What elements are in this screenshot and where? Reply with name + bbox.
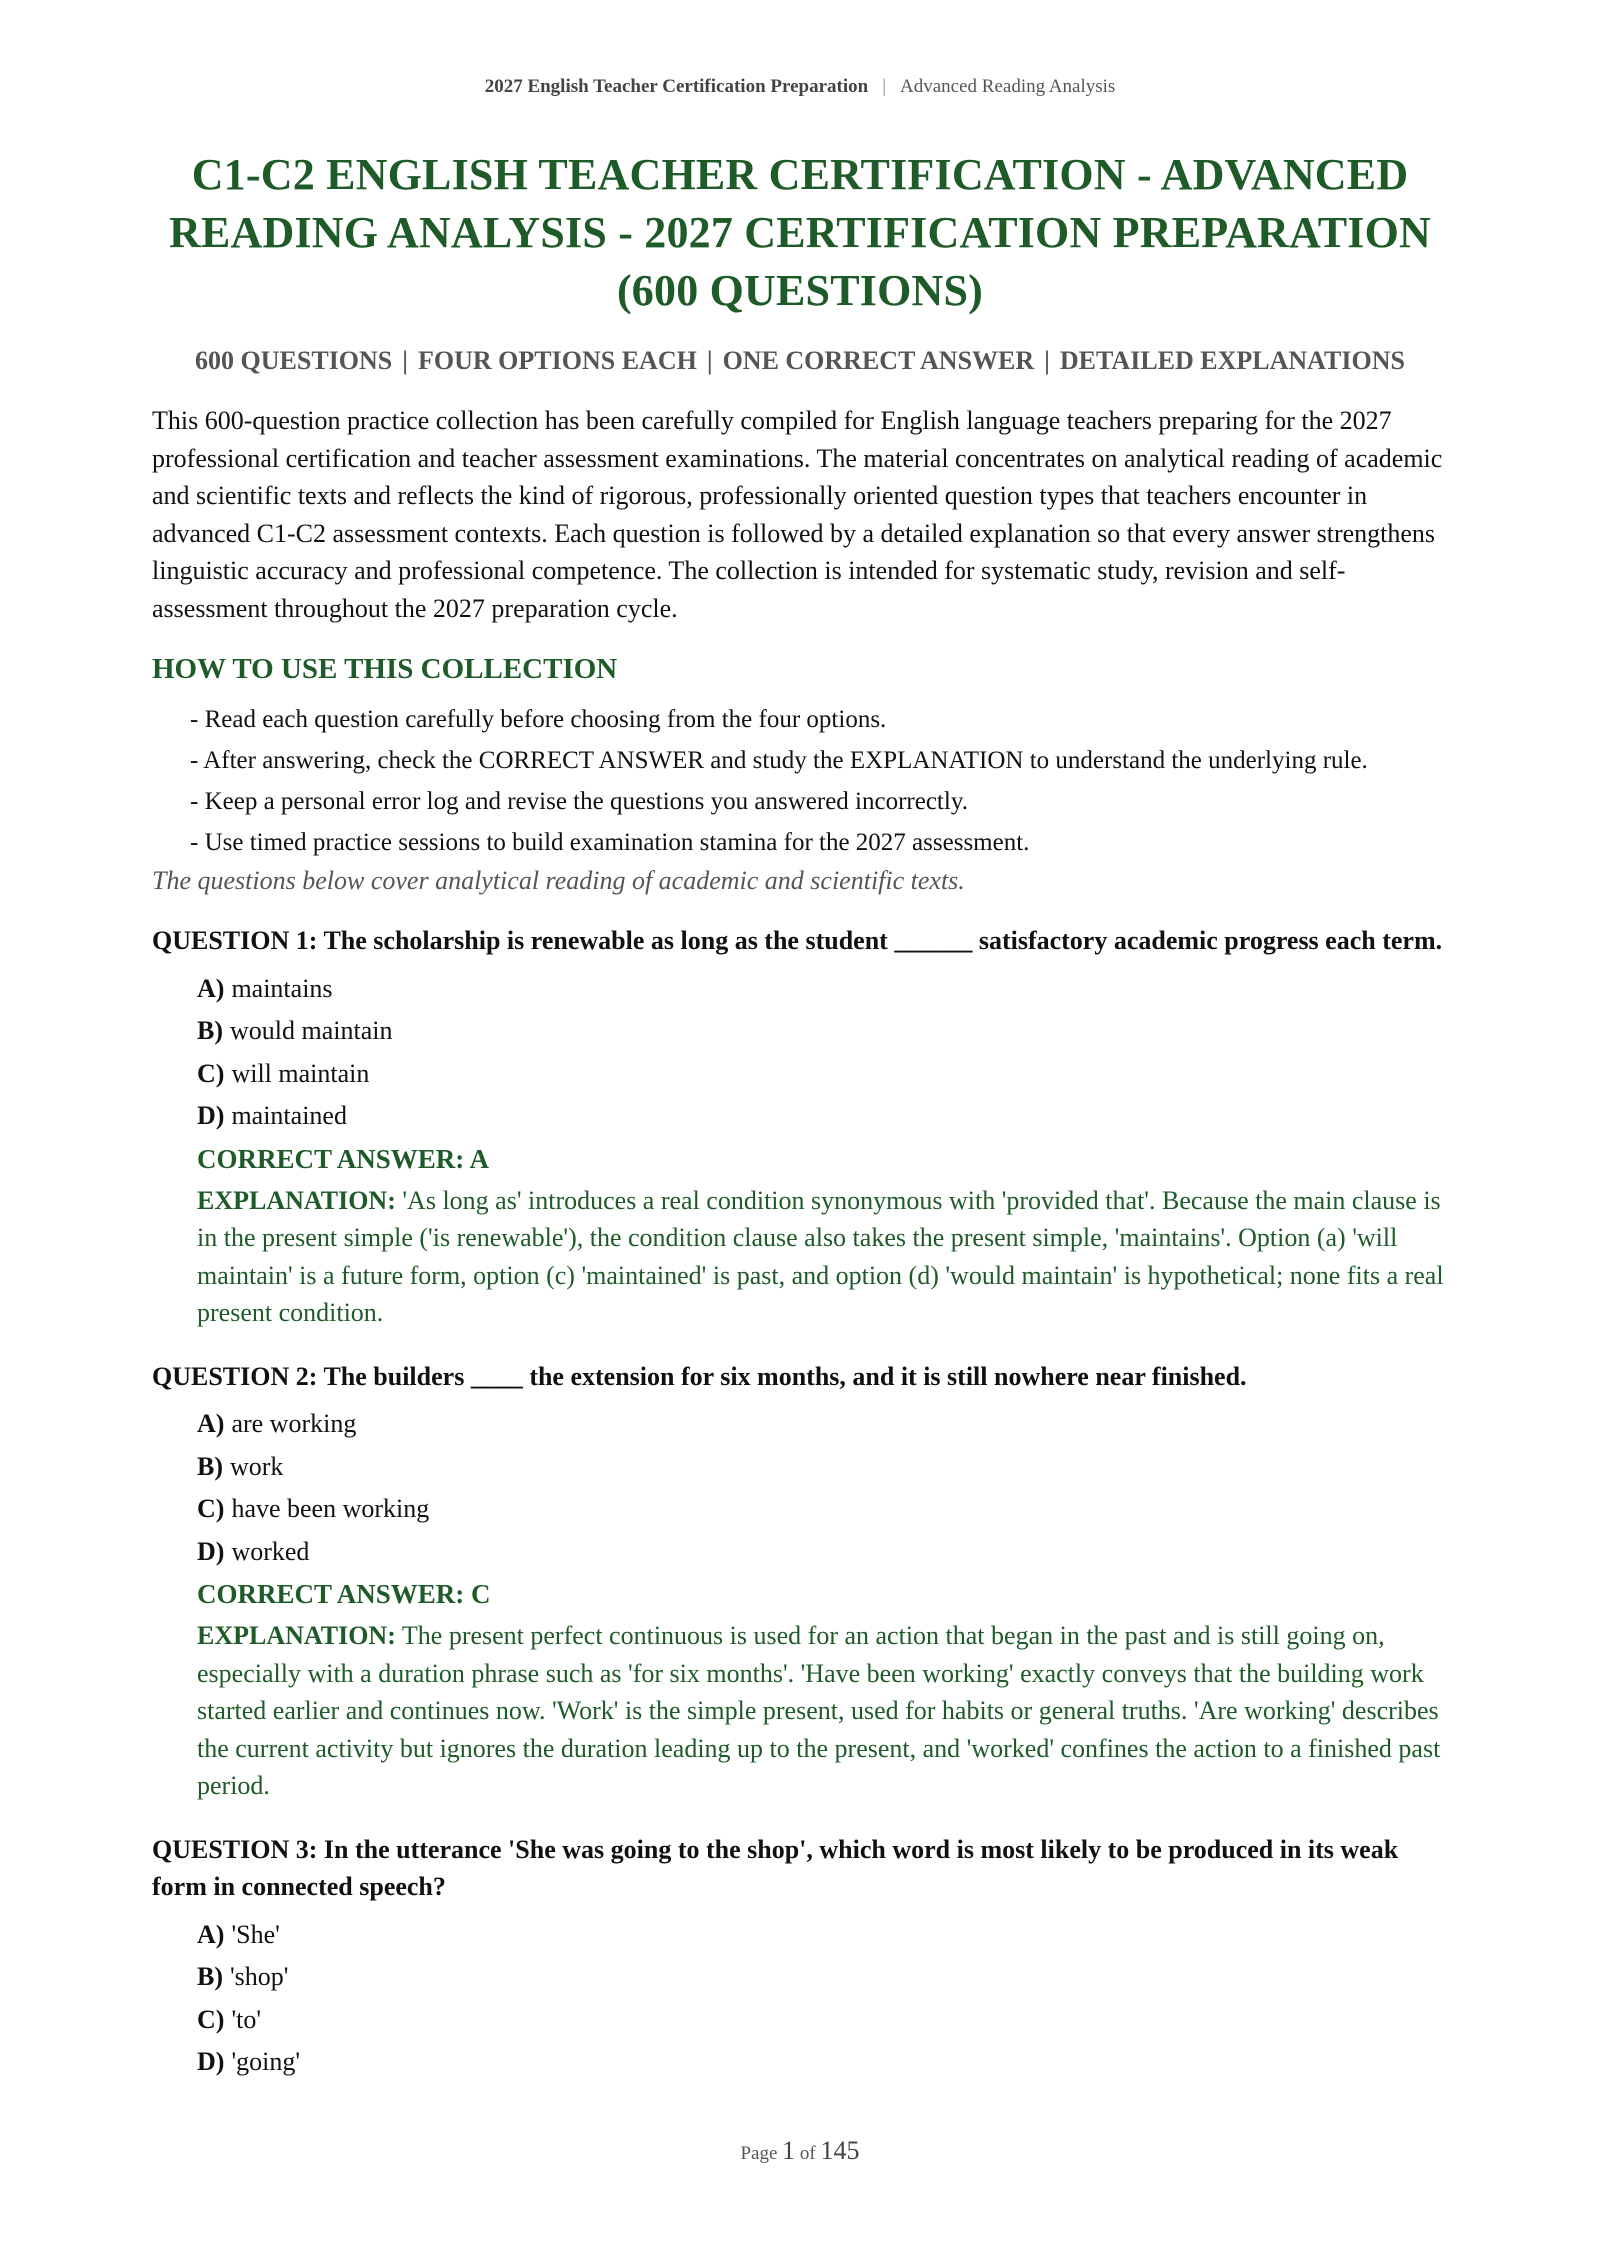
document-title bbox=[152, 146, 1448, 320]
question-stem: QUESTION 3: In the utterance 'She was going to the shop', which word is most likely to be produced in its weak form in connected speech? bbox=[152, 1834, 1399, 1901]
answer-options bbox=[197, 1914, 1448, 2084]
correct-answer: CORRECT ANSWER: C bbox=[197, 1579, 491, 1609]
option-letter: A) bbox=[197, 1919, 225, 1949]
option-d bbox=[197, 1531, 1448, 1574]
running-header bbox=[152, 0, 1448, 106]
option-b bbox=[197, 1956, 1448, 1999]
option-text: 'going' bbox=[231, 2047, 301, 2076]
how-to-list bbox=[190, 702, 1448, 861]
explanation-text: The present perfect continuous is used for an action that began in the past and is still going on, especially with a duration phrase such as 'for six months'. 'Have been working' exactly conveys that the building work started earlier and continues now. 'Work' is the simple present, used for habits or general truths. 'Are working' describes the current activity but ignores the duration leading up to the present, and 'worked' confines the action to a finished past period. bbox=[197, 1621, 1441, 1800]
option-letter: B) bbox=[197, 1016, 223, 1045]
question-stem: QUESTION 2: The builders ____ the extension for six months, and it is still nowhere near finished. bbox=[152, 1361, 1247, 1391]
option-b bbox=[197, 1446, 1448, 1489]
option-d bbox=[197, 2041, 1448, 2084]
question-3 bbox=[152, 1831, 1448, 2084]
option-letter: B) bbox=[197, 1451, 223, 1481]
subtitle-item: ONE CORRECT ANSWER bbox=[722, 346, 1035, 375]
answer-options bbox=[197, 968, 1448, 1138]
how-to-item: - Read each question carefully before choosing from the four options. bbox=[190, 706, 887, 733]
option-text: will maintain bbox=[231, 1058, 370, 1088]
option-letter: C) bbox=[197, 1494, 225, 1523]
option-text: have been working bbox=[231, 1494, 430, 1523]
title-line-1: C1-C2 ENGLISH TEACHER CERTIFICATION - ADVANCED bbox=[191, 150, 1409, 199]
subtitle-separator: | bbox=[1044, 346, 1050, 375]
option-letter: C) bbox=[197, 1058, 225, 1088]
intro-paragraph: This 600-question practice collection has been carefully compiled for English language teachers preparing for the 2027 professional certification and teacher assessment examinations. The material concentrates on analytical reading of academic and scientific texts and reflects the kind of rigorous, professionally oriented question types that teachers encounter in advanced C1-C2 assessment contexts. Each question is followed by a detailed explanation so that every answer strengthens linguistic accuracy and professional competence. The collection is intended for systematic study, revision and self-assessment throughout the 2027 preparation cycle. bbox=[152, 406, 1443, 623]
how-to-heading: HOW TO USE THIS COLLECTION bbox=[152, 653, 618, 685]
explanation-text: 'As long as' introduces a real condition synonymous with 'provided that'. Because the main clause is in the present simple ('is renewable'), the condition clause also takes the present simple, 'maintains'. Option (a) 'will maintain' is a future form, option (c) 'maintained' is past, and option (d) 'would maintain' is hypothetical; none fits a real present condition. bbox=[197, 1185, 1444, 1327]
option-a bbox=[197, 1403, 1448, 1446]
option-letter: D) bbox=[197, 2047, 225, 2076]
option-c bbox=[197, 1053, 1448, 1096]
of-word: of bbox=[799, 2143, 816, 2164]
explanation-label: EXPLANATION: bbox=[197, 1185, 396, 1215]
subtitle bbox=[152, 346, 1448, 376]
explanation bbox=[197, 1182, 1448, 1332]
total-page-count: 145 bbox=[820, 2136, 860, 2165]
subtitle-item: FOUR OPTIONS EACH bbox=[418, 346, 697, 375]
option-text: 'shop' bbox=[230, 1962, 289, 1991]
question-2 bbox=[152, 1358, 1448, 1805]
option-text: would maintain bbox=[230, 1016, 393, 1045]
correct-answer: CORRECT ANSWER: A bbox=[197, 1143, 490, 1174]
title-line-3: (600 QUESTIONS) bbox=[616, 266, 984, 315]
option-text: maintains bbox=[231, 973, 333, 1003]
option-c bbox=[197, 1999, 1448, 2042]
option-a bbox=[197, 968, 1448, 1011]
option-text: worked bbox=[231, 1536, 310, 1566]
current-page-number: 1 bbox=[782, 2136, 796, 2165]
option-text: 'She' bbox=[231, 1919, 280, 1949]
subtitle-item: DETAILED EXPLANATIONS bbox=[1059, 346, 1405, 375]
option-letter: A) bbox=[197, 973, 225, 1003]
option-text: work bbox=[230, 1451, 284, 1481]
option-d bbox=[197, 1095, 1448, 1138]
scope-note: The questions below cover analytical reading of academic and scientific texts. bbox=[152, 866, 965, 895]
header-right: Advanced Reading Analysis bbox=[900, 76, 1116, 97]
subtitle-separator: | bbox=[706, 346, 713, 375]
option-letter: D) bbox=[197, 1101, 225, 1130]
explanation-label: EXPLANATION: bbox=[197, 1621, 396, 1650]
option-c bbox=[197, 1488, 1448, 1531]
explanation bbox=[197, 1617, 1448, 1805]
how-to-item: - Use timed practice sessions to build examination stamina for the 2027 assessment. bbox=[190, 829, 1030, 856]
option-letter: C) bbox=[197, 2004, 225, 2034]
subtitle-item: 600 QUESTIONS bbox=[195, 346, 393, 375]
option-letter: B) bbox=[197, 1962, 223, 1991]
question-1 bbox=[152, 922, 1448, 1332]
option-text: maintained bbox=[231, 1101, 347, 1130]
header-left: 2027 English Teacher Certification Preparation bbox=[484, 76, 869, 97]
option-letter: D) bbox=[197, 1536, 225, 1566]
answer-options bbox=[197, 1403, 1448, 1573]
page-footer bbox=[0, 2136, 1600, 2166]
title-line-2: READING ANALYSIS - 2027 CERTIFICATION PREPARATION bbox=[168, 208, 1432, 257]
option-a bbox=[197, 1914, 1448, 1957]
option-b bbox=[197, 1010, 1448, 1053]
option-text: 'to' bbox=[231, 2004, 262, 2034]
how-to-item: - After answering, check the CORRECT ANSWER and study the EXPLANATION to understand the underlying rule. bbox=[190, 747, 1368, 774]
subtitle-separator: | bbox=[402, 346, 409, 375]
question-stem: QUESTION 1: The scholarship is renewable as long as the student ______ satisfactory academic progress each term. bbox=[152, 926, 1443, 955]
header-separator: | bbox=[882, 76, 887, 97]
page-word: Page bbox=[740, 2143, 778, 2164]
option-letter: A) bbox=[197, 1409, 225, 1438]
option-text: are working bbox=[231, 1409, 357, 1438]
how-to-item: - Keep a personal error log and revise the questions you answered incorrectly. bbox=[190, 788, 968, 815]
